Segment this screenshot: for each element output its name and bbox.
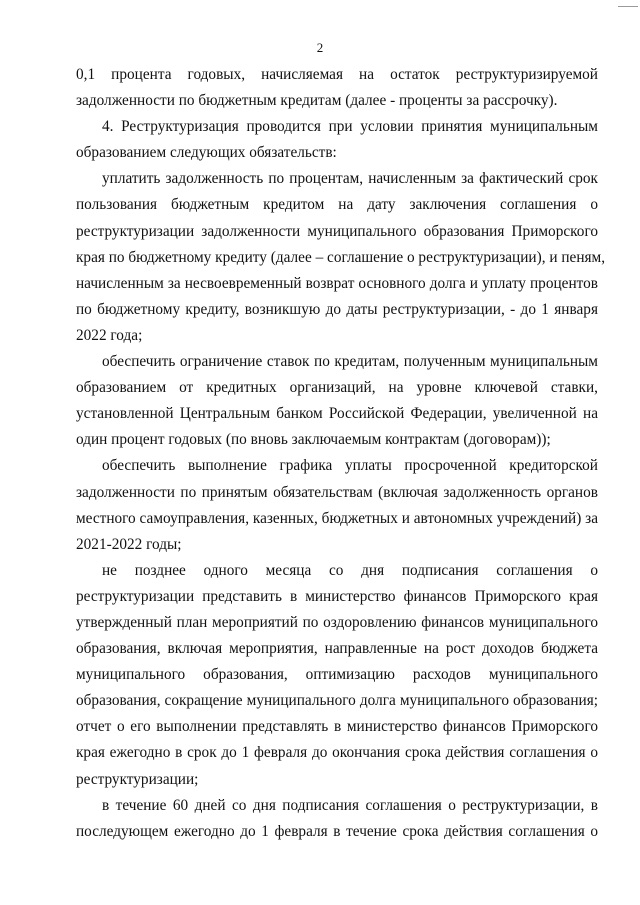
text-line: отчет о его выполнении представлять в министерство финансов Приморского — [76, 718, 598, 736]
document-body — [76, 62, 606, 845]
text-line: 0,1 процента годовых, начисляемая на остаток реструктуризируемой — [76, 66, 598, 83]
text-line: один процент годовых (по вновь заключаемым контрактам (договорам)); — [76, 431, 551, 449]
text-line: реструктуризации задолженности муниципального образования Приморского — [76, 222, 598, 240]
page-number: 2 — [316, 40, 324, 55]
text-line: 4. Реструктуризация проводится при условии принятия муниципальным — [102, 118, 598, 136]
text-line: задолженности по бюджетным кредитам (далее - проценты за рассрочку). — [76, 92, 558, 110]
text-line: не позднее одного месяца со дня подписания соглашения о — [102, 561, 598, 579]
text-line: установленной Центральным банком Российской Федерации, увеличенной на — [76, 405, 598, 423]
text-line: утвержденный план мероприятий по оздоровлению финансов муниципального — [76, 613, 598, 631]
text-line: образованием от кредитных организаций, на уровне ключевой ставки, — [76, 379, 598, 397]
text-line: края по бюджетному кредиту (далее – соглашение о реструктуризации), и пеням, — [76, 248, 606, 266]
text-line: по бюджетному кредиту, возникшую до даты реструктуризации, - до 1 января — [76, 300, 598, 318]
text-line: края ежегодно в срок до 1 февраля до окончания срока действия соглашения о — [76, 744, 598, 762]
text-line: обеспечить ограничение ставок по кредитам, полученным муниципальным — [102, 353, 598, 371]
text-line: в течение 60 дней со дня подписания соглашения о реструктуризации, в — [102, 796, 598, 814]
text-line: образованием следующих обязательств: — [76, 144, 337, 162]
text-line: уплатить задолженность по процентам, начисленным за фактический срок — [102, 170, 598, 188]
text-line: муниципального образования, оптимизацию расходов муниципального — [76, 666, 598, 684]
corner-mark — [618, 6, 638, 7]
text-line: задолженности по принятым обязательствам (включая задолженность органов — [76, 483, 598, 501]
text-line: последующем ежегодно до 1 февраля в течение срока действия соглашения о — [76, 822, 598, 840]
text-line: 2022 года; — [76, 326, 143, 344]
text-line: образования, включая мероприятия, направленные на рост доходов бюджета — [76, 640, 598, 658]
text-line: местного самоуправления, казенных, бюджетных и автономных учреждений) за — [76, 509, 598, 527]
text-line: образования, сокращение муниципального долга муниципального образования; — [76, 692, 598, 710]
text-line: реструктуризации; — [76, 770, 199, 788]
text-line: обеспечить выполнение графика уплаты просроченной кредиторской — [102, 457, 598, 475]
text-line: 2021-2022 годы; — [76, 535, 182, 553]
text-line: реструктуризации представить в министерство финансов Приморского края — [76, 587, 598, 605]
text-line: начисленным за несвоевременный возврат основного долга и уплату процентов — [76, 274, 598, 292]
text-line: пользования бюджетным кредитом на дату заключения соглашения о — [76, 196, 598, 214]
